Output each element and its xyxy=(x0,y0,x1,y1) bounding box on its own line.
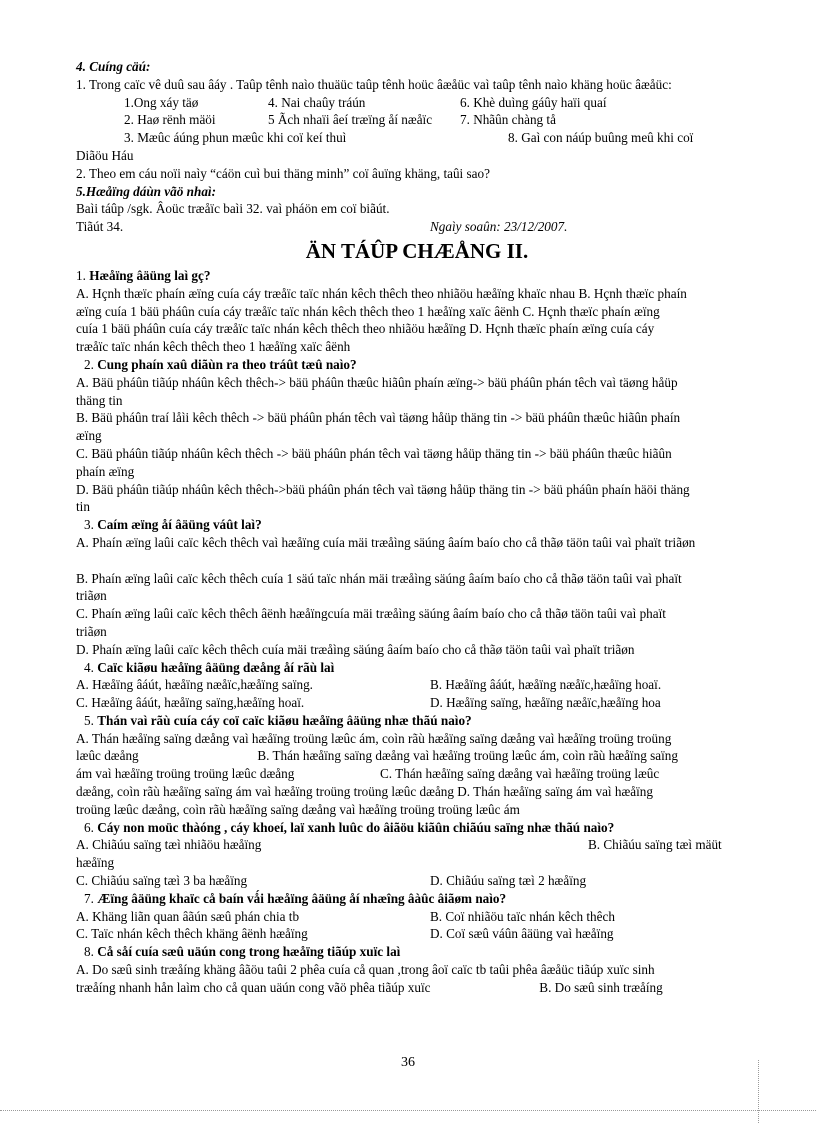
answer-line: æïng cuía 1 bäü pháûn cuía cáy træåïc taïc nhán kêch thêch theo 1 hæåïng xaïc âënh C. Hçnh thæïc phaín æïng xyxy=(76,303,660,319)
answer-line: C. Phaín æïng laûi caïc kêch thêch âënh hæåïngcuía mäi træåìng säúng âaím baío cho cå thãø täön taûi vaì phaït xyxy=(76,606,666,622)
answer-option: C. Chiãúu saïng tæì 3 ba hæåïng xyxy=(76,873,248,889)
question-heading: 4. Caïc kiãøu hæåïng âäüng dæång åí rãù laì xyxy=(84,659,335,675)
example-item: 7. Nhãûn chàng tå xyxy=(460,112,556,128)
answer-pair xyxy=(76,872,758,890)
answer-option: B. Coï nhiãöu taïc nhán kêch thêch xyxy=(430,908,615,924)
example-row xyxy=(76,129,758,147)
answer-line: troüng læûc dæång, coìn rãù hæåïng saïng dæång vaì hæåïng troüng troüng læûc ám xyxy=(76,801,520,817)
answer-option: C. Taïc nhán kêch thêch khäng âënh hæåïng xyxy=(76,926,308,942)
blank-line xyxy=(76,552,758,570)
answer-line: B. Bäü pháûn traí låìi kêch thêch -> bäü pháûn phán têch vaì täøng håüp thäng tin -> bäü pháûn thæûc hiãûn phaín xyxy=(76,410,681,426)
example-item: 3. Mæûc áúng phun mæûc khi coï keí thuì xyxy=(124,130,347,146)
page-border-line xyxy=(0,1110,816,1111)
example-item: 2. Haø rënh mäöi xyxy=(124,112,216,128)
answer-line: cuía 1 bäü pháûn cuía cáy træåïc taïc nhán kêch thêch theo nhiãöu hæåïng D. Hçnh thæïc phaín æïng cuía cáy xyxy=(76,321,655,337)
answer-line: A. Hçnh thæïc phaín æïng cuía cáy træåïc taïc nhán kêch thêch theo nhiãöu hæåïng khaïc nhau B. Hçnh thæïc phaín xyxy=(76,285,687,301)
example-item: 4. Nai chaûy tráún xyxy=(268,94,366,110)
answer-option: B. Chiãúu saïng tæì mäüt xyxy=(588,837,722,853)
answer-option: A. Chiãúu saïng tæì nhiãöu hæåïng xyxy=(76,837,262,853)
answer-option: B. Hæåïng âáút, hæåïng næåïc,hæåïng hoaï. xyxy=(430,677,662,693)
answer-pair xyxy=(76,925,758,943)
question-heading: 6. Cáy non moüc thàóng , cáy khoeí, laï xanh luûc do âiãöu kiãûn chiãúu saïng nhæ thãú naìo? xyxy=(84,819,615,835)
section-4-question-1: 1. Trong caïc vê duû sau âáy . Taûp tênh naìo thuäüc taûp tênh hoüc âæåüc vaì taûp tênh naìo khäng hoüc âæåüc: xyxy=(76,76,672,92)
answer-pair xyxy=(76,908,758,926)
question-heading: 2. Cung phaín xaû diãùn ra theo tráût tæû naìo? xyxy=(84,356,357,372)
example-item: 8. Gaì con náúp buûng meû khi coï xyxy=(508,130,694,146)
answer-line: A. Bäü pháûn tiãúp nháûn kêch thêch-> bäü pháûn thæûc hiãûn phaín æïng-> bäü pháûn phán têch vaì täøng håüp xyxy=(76,374,678,390)
section-4-title: 4. Cuíng cäú: xyxy=(76,59,151,74)
answer-line: triãøn xyxy=(76,588,107,604)
answer-pair xyxy=(76,676,758,694)
answer-line: thäng tin xyxy=(76,392,123,408)
question-heading: 8. Cå såí cuía sæû uäún cong trong hæåïng tiãúp xuïc laì xyxy=(84,944,401,960)
answer-line: phaín æïng xyxy=(76,463,135,479)
question-heading: 3. Caím æïng åí âäüng váût laì? xyxy=(84,517,262,533)
section-5-title: 5.Hæåïng dáùn vãö nhaì: xyxy=(76,183,216,199)
answer-line: hæåïng xyxy=(76,855,115,871)
answer-line: træåïc taïc nhán kêch thêch theo 1 hæåïng xaïc âënh xyxy=(76,339,351,355)
answer-line: B. Phaín æïng laûi caïc kêch thêch cuía 1 säú taïc nhán mäi træåìng säúng âaím baío cho cå thãø täön taûi vaì phaït xyxy=(76,570,682,586)
answer-option: D. Chiãúu saïng tæì 2 hæåïng xyxy=(430,873,587,889)
answer-line: triãøn xyxy=(76,623,107,639)
date-label: Ngaìy soaûn: 23/12/2007. xyxy=(430,219,568,235)
section-4-question-2: 2. Theo em cáu noïi naìy “cáön cuì bui thäng minh” coï âuïng khäng, taûi sao? xyxy=(76,165,490,181)
answer-line: læûc dæång B. Thán hæåïng saïng dæång vaì hæåïng troüng læûc ám, coìn rãù hæåïng saïng xyxy=(76,748,678,764)
answer-line: D. Phaín æïng laûi caïc kêch thêch cuía mäi træåìng säúng âaím baío cho cå thãø täön taûi vaì phaït triãøn xyxy=(76,641,635,657)
question-heading: 5. Thán vaì rãù cuía cáy coï caïc kiãøu hæåïng âäüng nhæ thãú naìo? xyxy=(84,712,472,728)
example-item: 6. Khè duìng gáûy haïi quaí xyxy=(460,94,607,110)
example-item: 5 Ãch nhaïi âeí træïng åí næåïc xyxy=(268,112,433,128)
answer-line: dæång, coìn rãù hæåïng saïng ám vaì hæåïng troüng troüng læûc dæång D. Thán hæåïng saïng ám vaì hæåïng xyxy=(76,784,653,800)
question-heading: 7. Æïng âäüng khaïc cå baín vǻi hæåïng âäüng åí nhæîng âàûc âiãøm naìo? xyxy=(84,890,507,906)
example-row xyxy=(76,94,758,112)
page-number: 36 xyxy=(401,1055,415,1070)
answer-option: C. Hæåïng âáút, hæåïng saïng,hæåïng hoaï. xyxy=(76,695,305,711)
answer-option: A. Hæåïng âáút, hæåïng næåïc,hæåïng saïng. xyxy=(76,677,313,693)
answer-line: træåíng nhanh hån laìm cho cå quan uäún cong vãö phêa tiãúp xuïc B. Do sæû sinh træåíng xyxy=(76,979,663,995)
answer-line: A. Phaín æïng laûi caïc kêch thêch vaì hæåïng cuía mäi træåìng säúng âaím baío cho cå thãø täön taûi vaì phaït triãøn xyxy=(76,534,696,550)
answer-line: æïng xyxy=(76,428,102,444)
document-page xyxy=(76,58,758,997)
answer-line: ám vaì hæåïng troüng troüng læûc dæång C. Thán hæåïng saïng dæång vaì hæåïng troüng læûc xyxy=(76,766,660,782)
page-border-line xyxy=(758,1060,759,1123)
answer-option: D. Hæåïng saïng, hæåïng næåïc,hæåïng hoa xyxy=(430,695,661,711)
main-title: ÄN TÁÛP CHÆÅNG II. xyxy=(305,238,529,263)
answer-line: tin xyxy=(76,499,90,515)
answer-line: D. Bäü pháûn tiãúp nháûn kêch thêch->bäü pháûn phán têch vaì täøng håüp thäng tin -> bäü pháûn phaín häöi thäng xyxy=(76,481,690,497)
answer-line: A. Do sæû sinh træåíng khäng âãöu taûi 2 phêa cuía cå quan ,trong âoï caïc tb taûi phêa âæåüc tiãúp xuïc sinh xyxy=(76,962,655,978)
answer-pair xyxy=(76,836,758,854)
example-row xyxy=(76,111,758,129)
answer-pair xyxy=(76,694,758,712)
section-5-text: Baìi táûp /sgk. Âoüc træåïc baìi 32. vaì pháön em coï biãút. xyxy=(76,201,390,217)
answer-line: C. Bäü pháûn tiãúp nháûn kêch thêch -> bäü pháûn phán têch vaì täøng håüp thäng tin -> bäü pháûn thæûc hiãûn xyxy=(76,445,672,461)
lesson-label: Tiãút 34. xyxy=(76,219,124,235)
lesson-header xyxy=(76,218,758,236)
answer-option: D. Coï sæû váûn âäüng vaì hæåïng xyxy=(430,926,614,942)
example-item-continuation: Diãöu Háu xyxy=(76,147,134,163)
answer-option: A. Khäng liãn quan âãún sæû phán chia tb xyxy=(76,908,300,924)
answer-line: A. Thán hæåïng saïng dæång vaì hæåïng troüng læûc ám, coìn rãù hæåïng saïng dæång vaì hæåïng troüng troüng xyxy=(76,730,672,746)
question-heading: 1. Hæåïng âäüng laì gç? xyxy=(76,267,211,283)
example-item: 1.Ong xáy täø xyxy=(124,94,199,110)
